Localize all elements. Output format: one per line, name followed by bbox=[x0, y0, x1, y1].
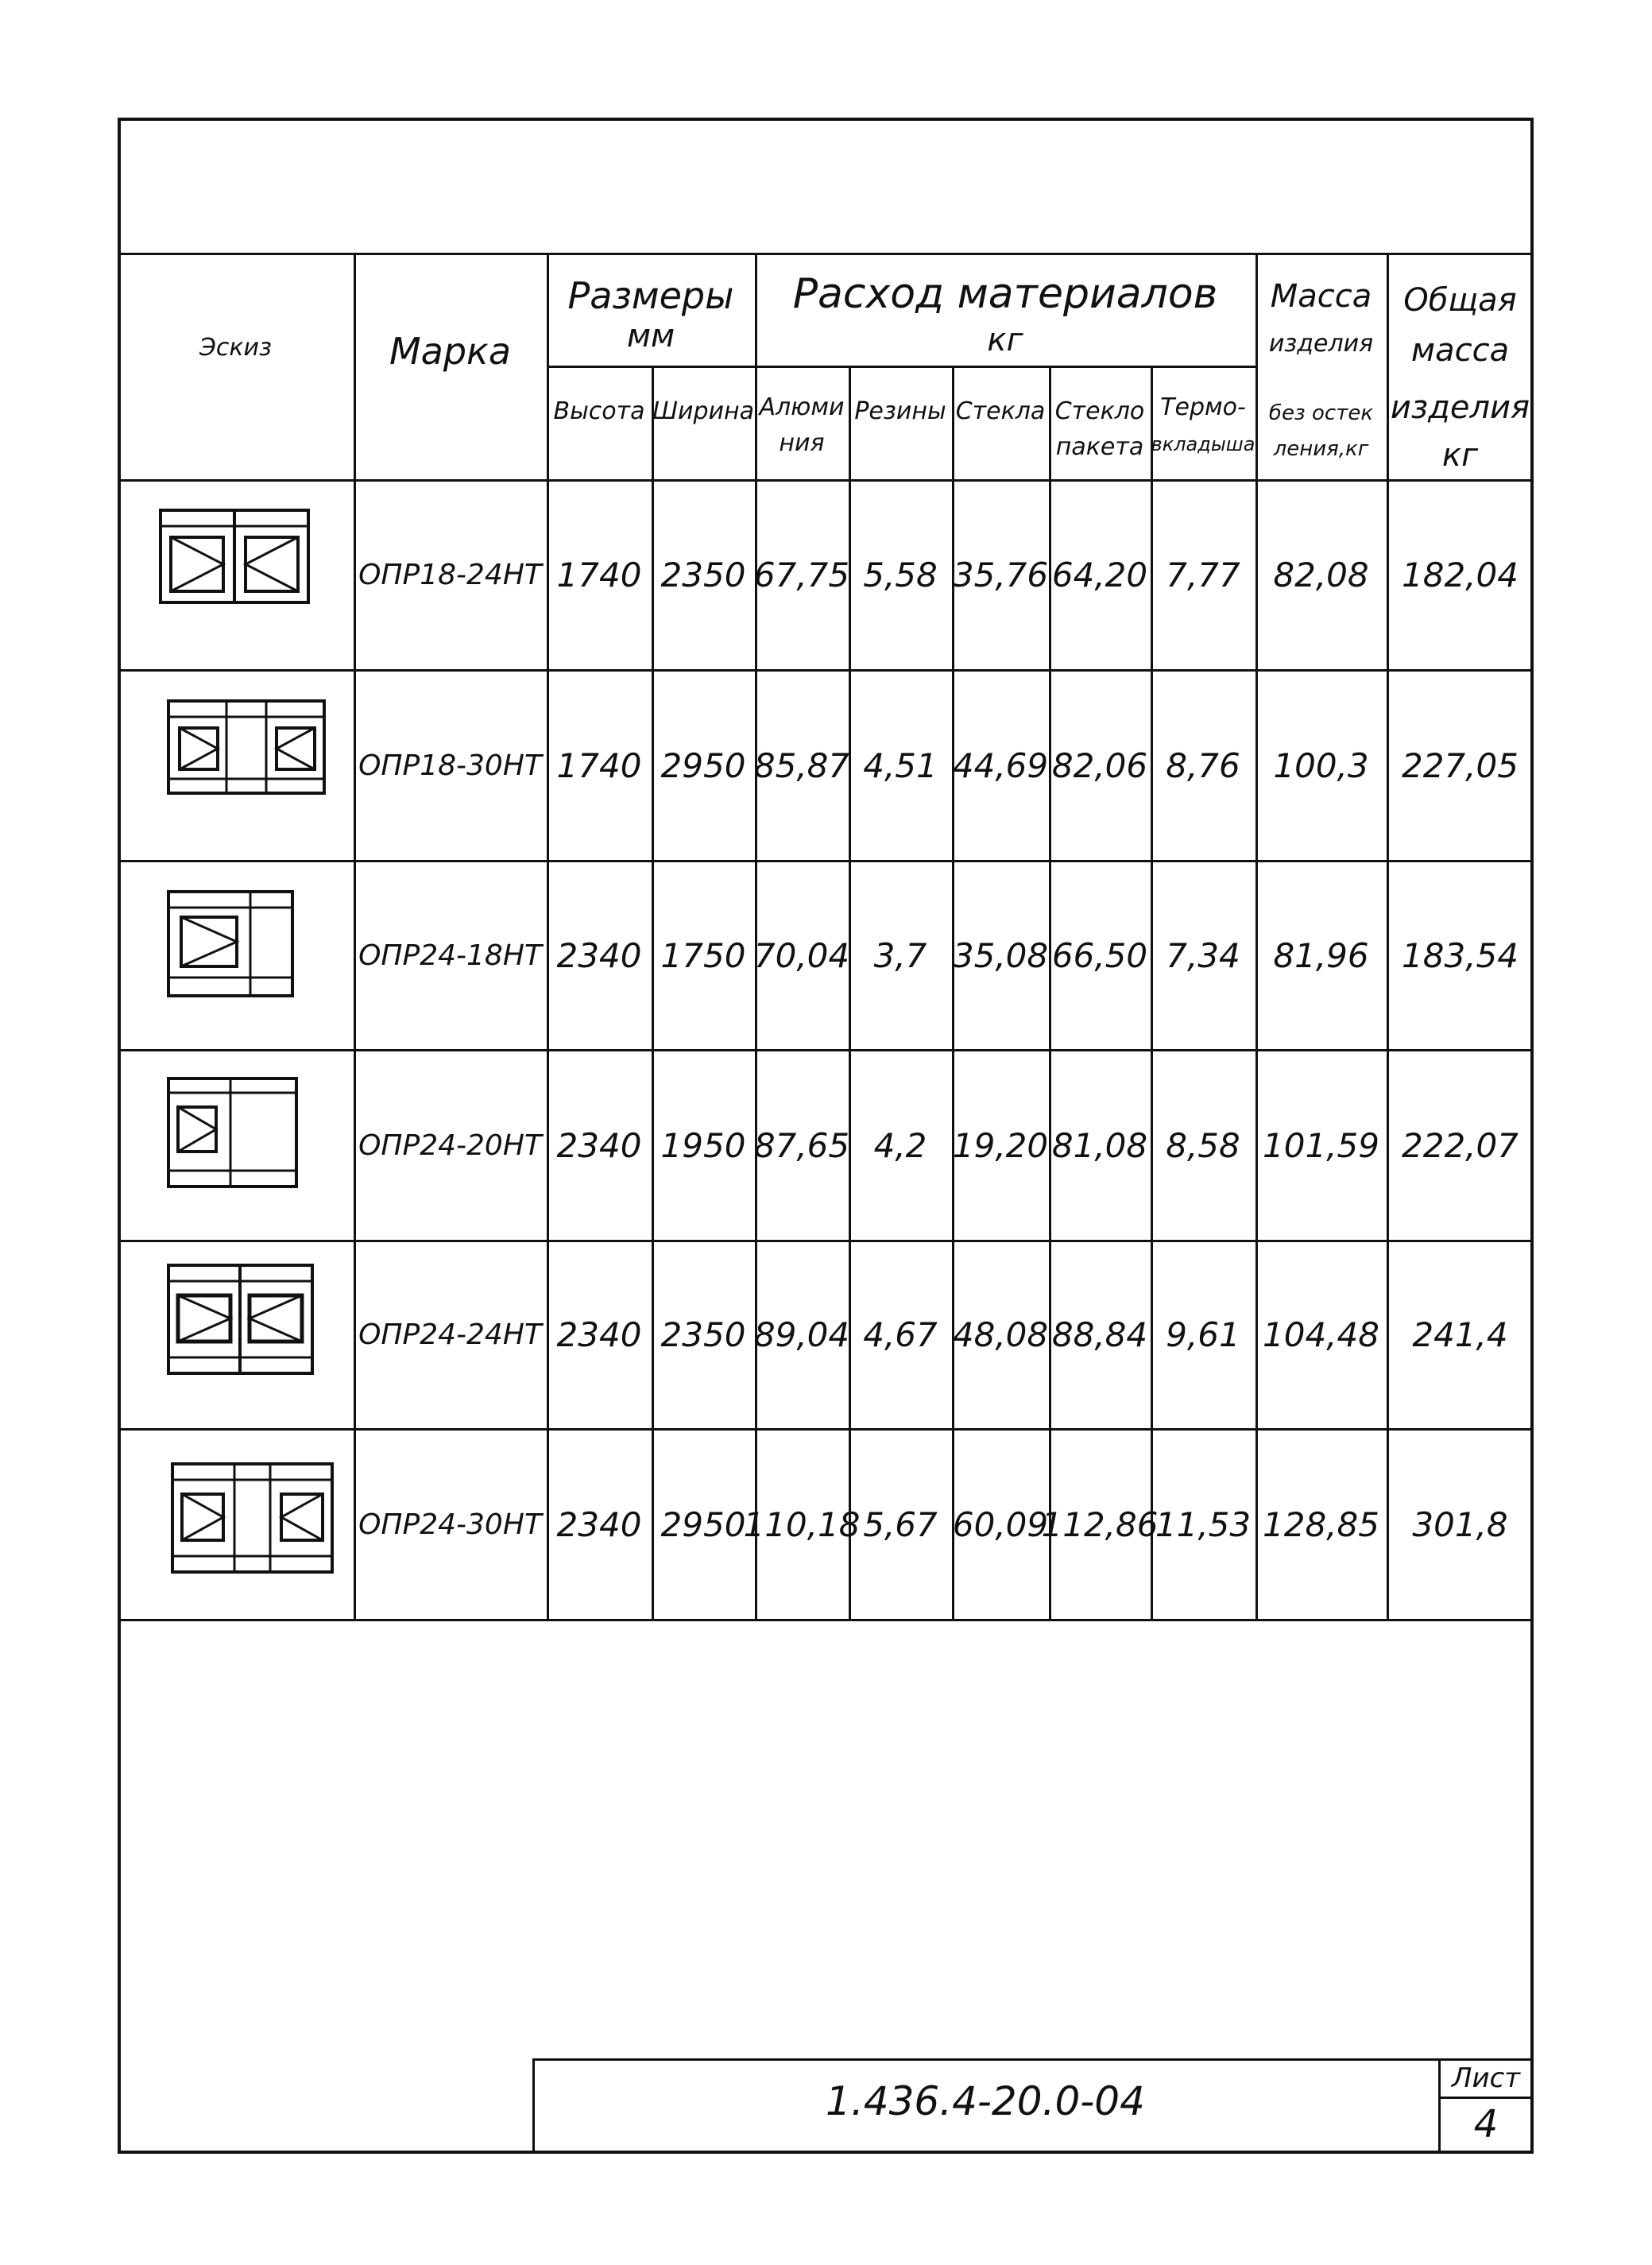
materials-sub-line bbox=[755, 366, 1255, 368]
stamp-top-line bbox=[532, 2058, 1534, 2061]
header-materials: Расход материалов bbox=[792, 270, 1218, 318]
row4-rubber: 4,2 bbox=[873, 1125, 927, 1165]
header-rubber: Резины bbox=[854, 397, 946, 425]
header-total-3: изделия bbox=[1390, 389, 1530, 426]
row6-mark: ОПР24-30НТ bbox=[358, 1508, 542, 1541]
row4-mass: 101,59 bbox=[1263, 1125, 1379, 1165]
row2-height: 1740 bbox=[556, 745, 642, 785]
header-total-1: Общая bbox=[1403, 282, 1517, 319]
row1-glasspack: 64,20 bbox=[1051, 556, 1148, 594]
row4-glass: 19,20 bbox=[952, 1125, 1049, 1165]
row2-glass: 44,69 bbox=[952, 745, 1049, 785]
row6-glass: 60,09 bbox=[952, 1504, 1049, 1544]
row3-total: 183,54 bbox=[1402, 935, 1519, 975]
row1-rubber: 5,58 bbox=[863, 556, 938, 594]
row5-thermo: 9,61 bbox=[1166, 1315, 1240, 1354]
stamp-sheet-sub-line bbox=[1438, 2097, 1534, 2099]
row2-thermo: 8,76 bbox=[1166, 745, 1240, 785]
row4-height: 2340 bbox=[556, 1125, 642, 1165]
header-materials-unit: кг bbox=[987, 322, 1023, 358]
row6-aluminium: 110,18 bbox=[743, 1504, 861, 1544]
row6-thermo: 11,53 bbox=[1155, 1504, 1252, 1544]
row3-thermo: 7,34 bbox=[1166, 935, 1240, 975]
sketch-window-4 bbox=[167, 1077, 298, 1188]
row2-glasspack: 82,06 bbox=[1051, 745, 1148, 785]
row6-mass: 128,85 bbox=[1263, 1504, 1379, 1544]
header-thermo-1: Термо- bbox=[1160, 393, 1246, 421]
row3-width: 1750 bbox=[660, 935, 746, 975]
row6-height: 2340 bbox=[556, 1504, 642, 1544]
header-width: Ширина bbox=[652, 397, 755, 425]
row4-glasspack: 81,08 bbox=[1051, 1125, 1148, 1165]
drawing-code: 1.436.4-20.0-04 bbox=[826, 2078, 1145, 2124]
row2-mass: 100,3 bbox=[1273, 745, 1369, 785]
header-mass-2: изделия bbox=[1268, 330, 1374, 358]
header-height: Высота bbox=[553, 397, 645, 425]
row2-total: 227,05 bbox=[1402, 745, 1519, 785]
sketch-window-5 bbox=[167, 1264, 314, 1375]
header-mass-1: Масса bbox=[1270, 278, 1372, 315]
row3-glass: 35,08 bbox=[952, 935, 1049, 975]
row1-aluminium: 67,75 bbox=[753, 556, 850, 594]
header-glass: Стекла bbox=[955, 397, 1046, 425]
row6-rubber: 5,67 bbox=[863, 1504, 938, 1544]
row4-aluminium: 87,65 bbox=[753, 1125, 850, 1165]
row1-height: 1740 bbox=[556, 556, 642, 594]
row1-glass: 35,76 bbox=[952, 556, 1049, 594]
row5-aluminium: 89,04 bbox=[753, 1315, 850, 1354]
sizes-sub-line bbox=[547, 366, 755, 368]
row2-mark: ОПР18-30НТ bbox=[358, 749, 542, 782]
sketch-window-1 bbox=[159, 509, 310, 604]
row6-glasspack: 112,86 bbox=[1041, 1504, 1159, 1544]
row1-mark: ОПР18-24НТ bbox=[358, 559, 542, 591]
row1-thermo: 7,77 bbox=[1166, 556, 1240, 594]
row3-rubber: 3,7 bbox=[873, 935, 927, 975]
row3-mass: 81,96 bbox=[1273, 935, 1369, 975]
row6-width: 2950 bbox=[660, 1504, 746, 1544]
row2-aluminium: 85,87 bbox=[753, 745, 850, 785]
row1-width: 2350 bbox=[660, 556, 746, 594]
row5-rubber: 4,67 bbox=[863, 1315, 938, 1354]
row6-total: 301,8 bbox=[1412, 1504, 1508, 1544]
row5-total: 241,4 bbox=[1412, 1315, 1508, 1354]
header-glasspack-2: пакета bbox=[1055, 433, 1144, 461]
header-mark: Марка bbox=[389, 330, 512, 373]
row5-height: 2340 bbox=[556, 1315, 642, 1354]
header-total-4: кг bbox=[1441, 437, 1479, 474]
row4-mark: ОПР24-20НТ bbox=[358, 1129, 542, 1162]
row3-aluminium: 70,04 bbox=[753, 935, 850, 975]
header-aluminium-1: Алюми bbox=[759, 393, 845, 421]
header-glasspack-1: Стекло bbox=[1054, 397, 1145, 425]
header-mass-4: ления,кг bbox=[1273, 437, 1369, 461]
row1-total: 182,04 bbox=[1402, 556, 1519, 594]
row3-glasspack: 66,50 bbox=[1051, 935, 1148, 975]
sketch-window-2 bbox=[167, 699, 326, 795]
row5-glasspack: 88,84 bbox=[1051, 1315, 1148, 1354]
row2-width: 2950 bbox=[660, 745, 746, 785]
sketch-window-3 bbox=[167, 890, 294, 997]
header-sizes-unit: мм bbox=[626, 318, 675, 354]
row5-mark: ОПР24-24НТ bbox=[358, 1318, 542, 1351]
header-thermo-2: вкладыша bbox=[1151, 433, 1255, 455]
sheet-number: 4 bbox=[1473, 2102, 1499, 2147]
row3-mark: ОПР24-18НТ bbox=[358, 939, 542, 972]
table-top-line bbox=[118, 253, 1534, 255]
row5-glass: 48,08 bbox=[952, 1315, 1049, 1354]
row1-mass: 82,08 bbox=[1273, 556, 1369, 594]
row3-height: 2340 bbox=[556, 935, 642, 975]
sketch-window-6 bbox=[171, 1462, 334, 1574]
sheet-label: Лист bbox=[1451, 2062, 1521, 2094]
row4-total: 222,07 bbox=[1402, 1125, 1519, 1165]
header-sketch: Эскиз bbox=[199, 334, 272, 362]
header-total-2: масса bbox=[1410, 332, 1510, 369]
row5-mass: 104,48 bbox=[1263, 1315, 1379, 1354]
header-sizes: Размеры bbox=[567, 274, 734, 317]
row5-width: 2350 bbox=[660, 1315, 746, 1354]
row4-thermo: 8,58 bbox=[1166, 1125, 1240, 1165]
row4-width: 1950 bbox=[660, 1125, 746, 1165]
table-bottom-line bbox=[118, 1619, 1534, 1621]
row2-rubber: 4,51 bbox=[863, 745, 938, 785]
header-aluminium-2: ния bbox=[779, 429, 825, 457]
header-mass-3: без остек bbox=[1268, 401, 1374, 425]
